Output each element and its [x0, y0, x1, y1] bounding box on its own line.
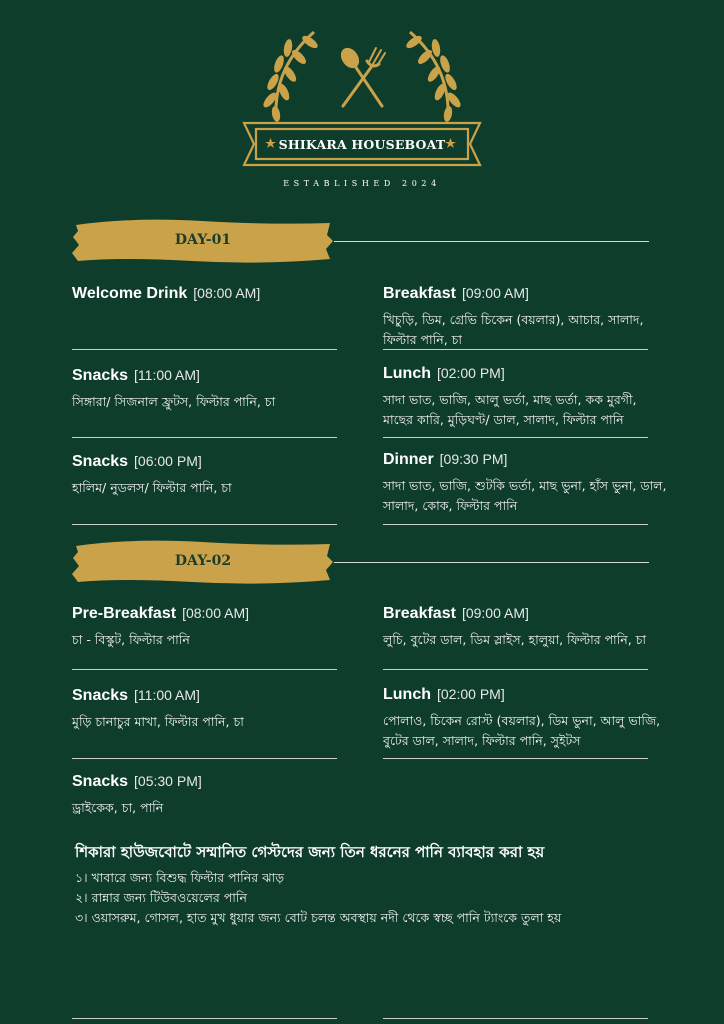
- day-01-label: DAY-01: [174, 232, 232, 248]
- meal-name: Pre-Breakfast: [72, 605, 177, 622]
- meal-name: Snacks: [72, 773, 129, 790]
- day-divider: [334, 241, 649, 242]
- meal-items: সাদা ভাত, ভাজি, আলু ভর্তা, মাছ ভর্তা, কক মুরগী, মাছের কারি, মুড়িঘণ্ট/ ডাল, সালাদ, ফিল্টার পানি: [383, 392, 637, 427]
- meal-items: পোলাও, চিকেন রোস্ট (বয়লার), ডিম ভুনা, আলু ভাজি, বুটের ডাল, সালাদ, ফিল্টার পানি, সুইটস: [383, 713, 661, 748]
- meal-name: Snacks: [72, 687, 129, 704]
- separator: [72, 349, 337, 350]
- meal-welcome-drink: [72, 283, 362, 310]
- separator: [383, 349, 648, 350]
- brand-name: SHIKARA HOUSEBOAT: [278, 136, 446, 152]
- separator: [72, 758, 337, 759]
- meal-items: চা - বিস্কুট, ফিল্টার পানি: [72, 632, 190, 647]
- water-notice-title: শিকারা হাউজবোটে সম্মানিত গেস্টদের জন্য তিন ধরনের পানি ব্যাবহার করা হয়: [75, 843, 545, 861]
- meal-items: লুচি, বুটের ডাল, ডিম স্লাইস, হালুয়া, ফিল্টার পানি, চা: [383, 632, 647, 647]
- meal-time: [11:00 AM]: [134, 367, 200, 383]
- meal-name: Snacks: [72, 367, 129, 384]
- meal-name: Lunch: [383, 365, 431, 382]
- meal-snacks: [72, 451, 362, 498]
- meal-items: সাদা ভাত, ভাজি, শুটকি ভর্তা, মাছ ভুনা, হাঁস ভুনা, ডাল, সালাদ, কোক, ফিল্টার পানি: [383, 478, 667, 513]
- meal-snacks: [72, 771, 362, 818]
- meal-items: মুড়ি চানাচুর মাখা, ফিল্টার পানি, চা: [72, 714, 244, 729]
- separator: [72, 524, 337, 525]
- meal-time: [02:00 PM]: [437, 365, 505, 381]
- day-divider: [334, 562, 649, 563]
- separator: [72, 1018, 337, 1019]
- meal-pre-breakfast: [72, 603, 362, 650]
- meal-lunch: [383, 684, 673, 751]
- meal-time: [05:30 PM]: [134, 773, 202, 789]
- separator: [72, 669, 337, 670]
- notice-item: ৩। ওয়াসরুম, গোসল, হাত মুখ ধুয়ার জন্য বোট চলন্ত অবস্থায় নদী থেকে স্বচ্ছ পানি ট্যাংকে তুলা হয়: [75, 910, 562, 925]
- separator: [383, 669, 648, 670]
- meal-time: [09:00 AM]: [461, 285, 529, 301]
- meal-time: [02:00 PM]: [437, 686, 505, 702]
- separator: [383, 1018, 648, 1019]
- meal-snacks: [72, 685, 362, 732]
- water-notice-list: [75, 868, 561, 928]
- meal-items: ড্রাইকেক, চা, পানি: [72, 800, 164, 815]
- established-tagline: ESTABLISHED 2024: [283, 179, 441, 188]
- notice-item: ২। রান্নার জন্য টিউবওয়েলের পানি: [75, 890, 247, 905]
- meal-items: সিঙ্গারা/ সিজনাল ফ্রুটস, ফিল্টার পানি, চা: [72, 394, 276, 409]
- meal-name: Lunch: [383, 686, 431, 703]
- meal-name: Dinner: [383, 451, 434, 468]
- meal-breakfast: [383, 603, 673, 650]
- spoon-fork-icon: [336, 44, 388, 110]
- meal-name: Breakfast: [383, 285, 456, 302]
- meal-breakfast: [383, 283, 673, 350]
- meal-time: [06:00 PM]: [134, 453, 202, 469]
- meal-name: Welcome Drink: [72, 285, 188, 302]
- separator: [383, 758, 648, 759]
- meal-items: খিচুড়ি, ডিম, গ্রেভি চিকেন (বয়লার), আচার, সালাদ, ফিল্টার পানি, চা: [383, 312, 644, 347]
- separator: [383, 524, 648, 525]
- meal-time: [09:00 AM]: [461, 605, 529, 621]
- meal-time: [09:30 PM]: [439, 451, 508, 467]
- separator: [383, 437, 648, 438]
- meal-name: Breakfast: [383, 605, 456, 622]
- meal-time: [08:00 AM]: [182, 605, 249, 621]
- meal-snacks: [72, 365, 362, 412]
- meal-lunch: [383, 363, 673, 430]
- separator: [72, 437, 337, 438]
- notice-item: ১। খাবারে জন্য বিশুদ্ধ ফিল্টার পানির ঝাড়: [75, 870, 285, 885]
- meal-items: হালিম/ নুডলস/ ফিল্টার পানি, চা: [72, 480, 232, 495]
- meal-time: [08:00 AM]: [193, 285, 261, 301]
- meal-name: Snacks: [72, 453, 129, 470]
- day-02-label: DAY-02: [174, 553, 232, 569]
- meal-dinner: [383, 449, 673, 516]
- meal-time: [11:00 AM]: [134, 687, 200, 703]
